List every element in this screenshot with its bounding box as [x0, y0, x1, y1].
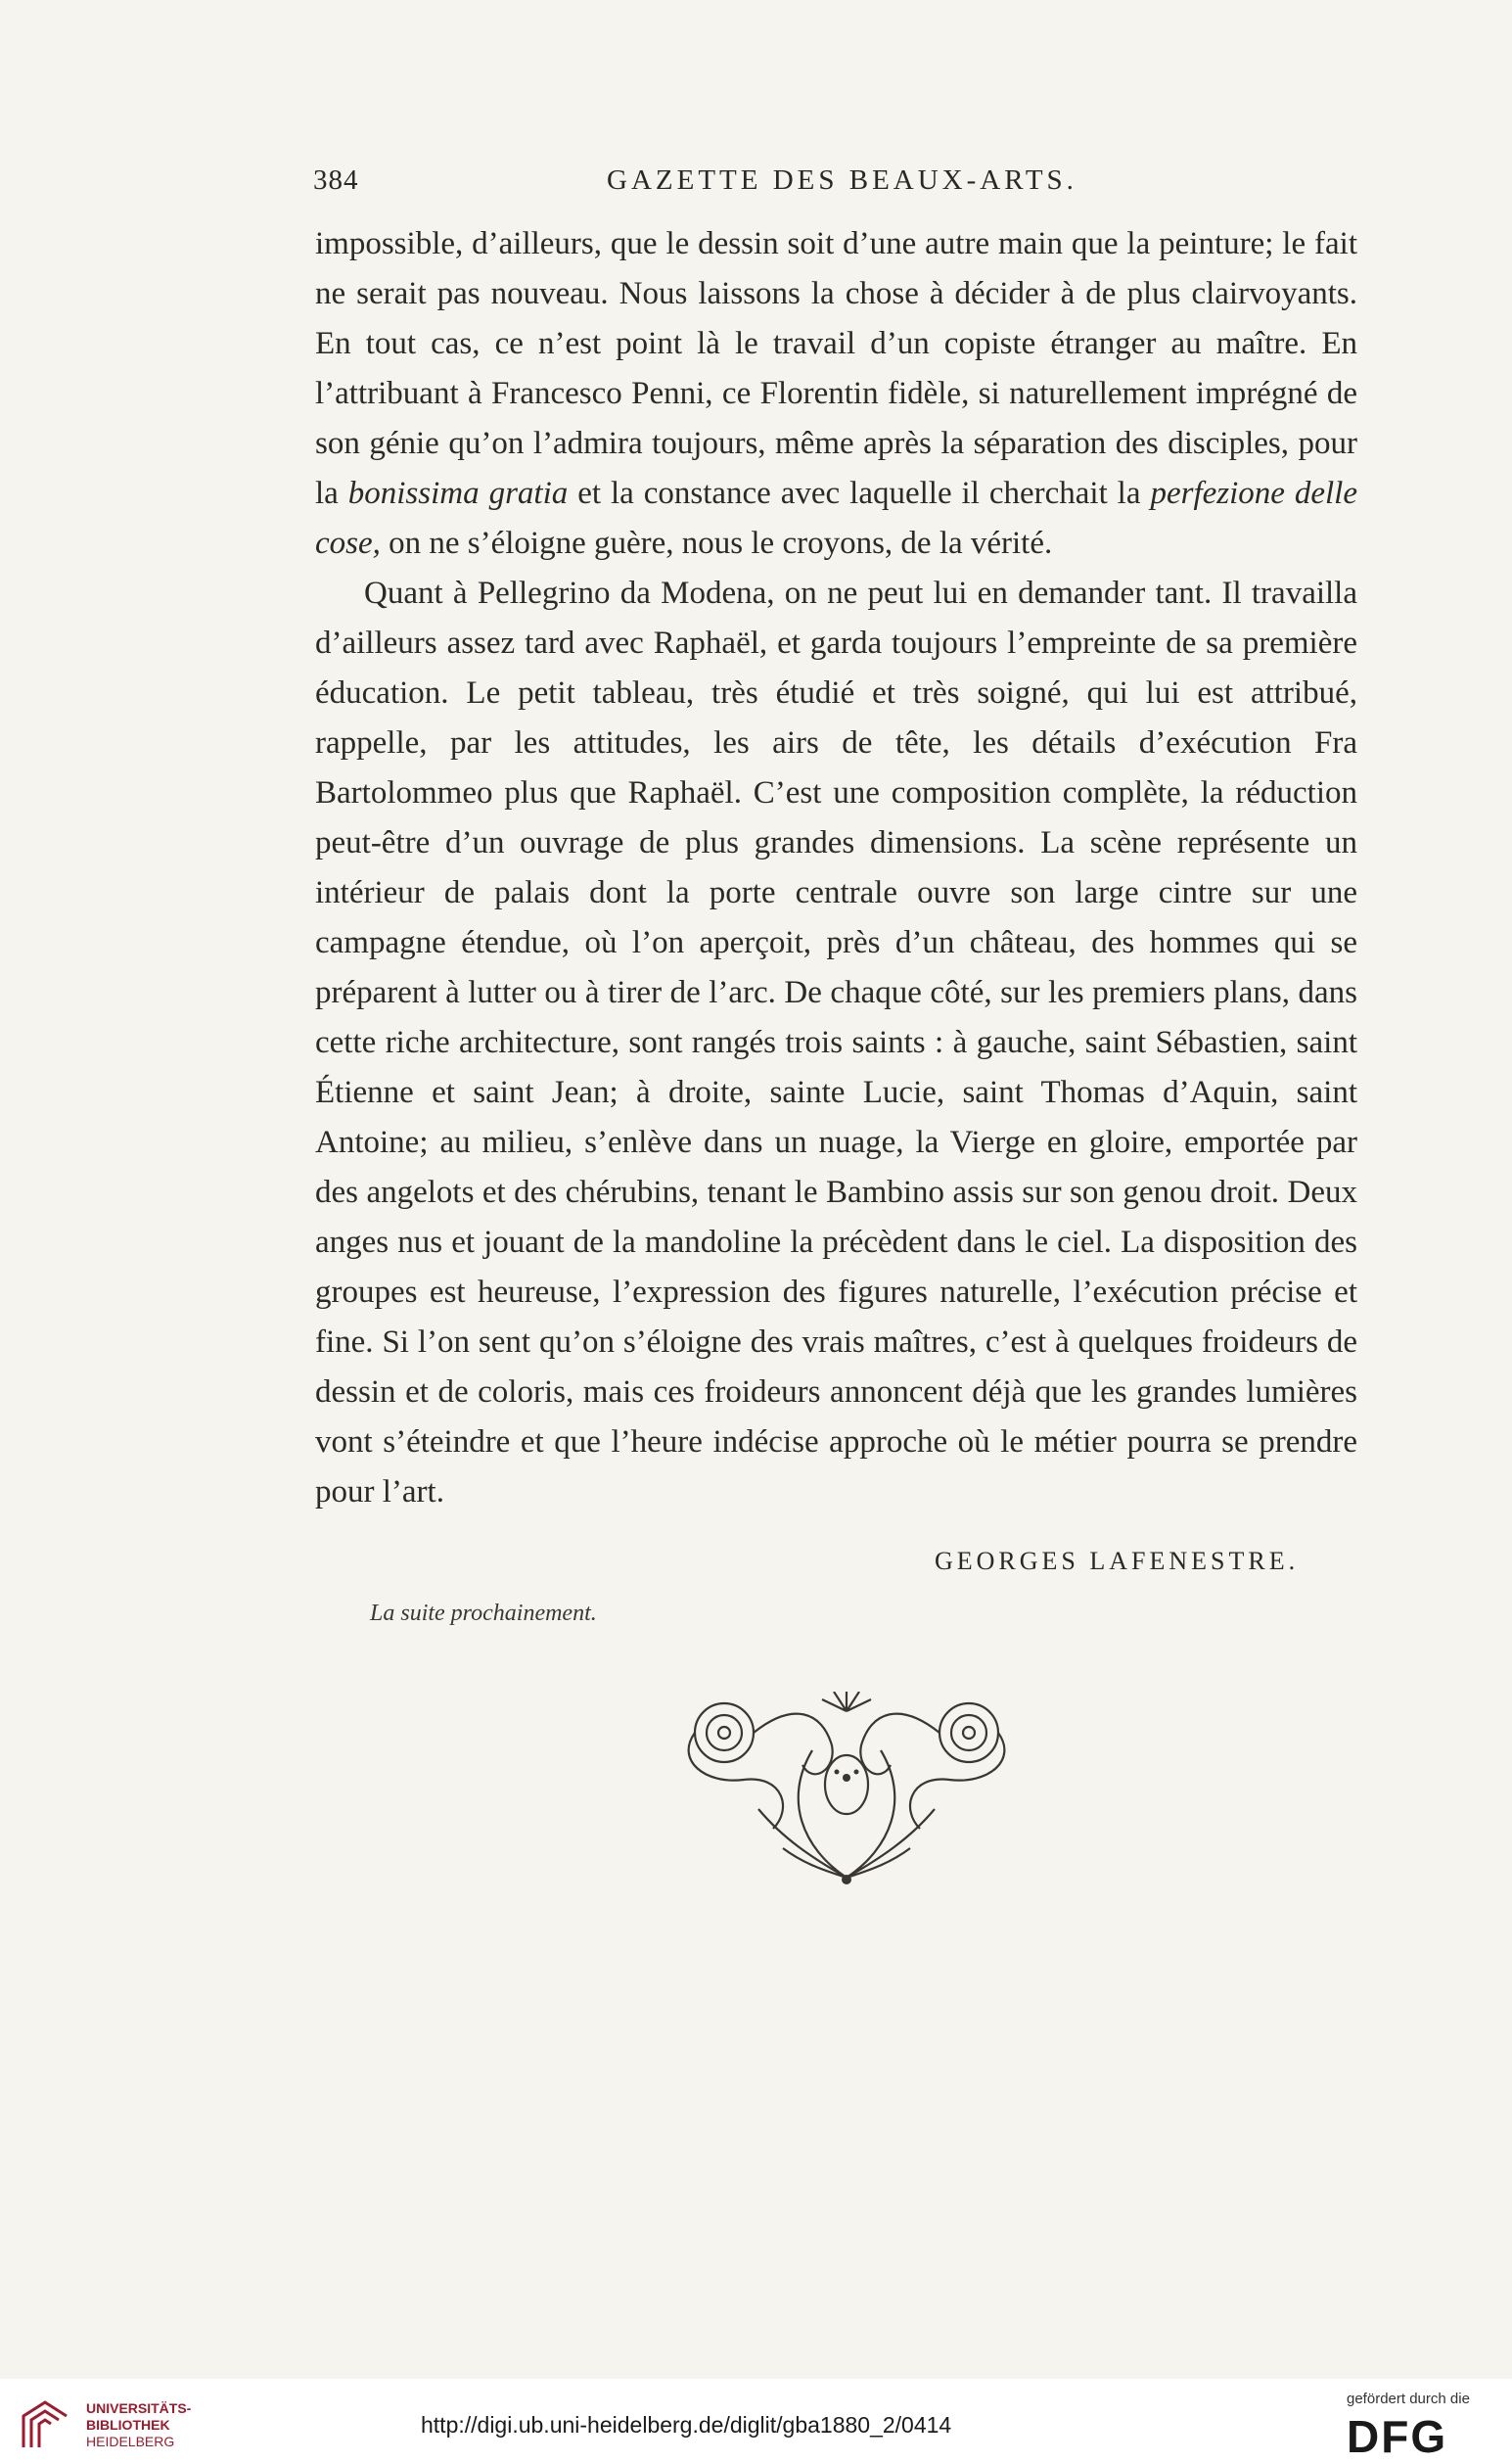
- institution-name: UNIVERSITÄTS- BIBLIOTHEK HEIDELBERG: [86, 2400, 192, 2449]
- funded-by-label: gefördert durch die: [1347, 2391, 1470, 2407]
- paragraph-1: impossible, d’ailleurs, que le dessin soit d’une autre main que la peinture; le fait ne serait pas nouveau. Nous laissons la chose à décider à de plus clairvoyants. En tout cas, ce n’est point là le travail d’un copiste étranger au maître. En l’attribuant à Francesco Penni, ce Florentin fidèle, si naturellement imprégné de son génie qu’on l’admira toujours, même après la séparation des disciples, pour la bonissima gratia et la constance avec laquelle il cherchait la perfezione delle cose, on ne s’éloigne guère, nous le croyons, de la vérité.: [315, 226, 1357, 561]
- paragraph-2: Quant à Pellegrino da Modena, on ne peut lui en demander tant. Il travailla d’ailleurs assez tard avec Raphaël, et garda toujours l’empreinte de sa première éducation. Le petit tableau, très étudié et très soigné, qui lui est attribué, rappelle, par les attitudes, les airs de tête, les détails d’exécution Fra Bartolommeo plus que Raphaël. C’est une composition complète, la réduction peut-être d’un ouvrage de plus grandes dimensions. La scène représente un intérieur de palais dont la porte centrale ouvre son large cintre sur une campagne étendue, où l’on aperçoit, près d’un château, des hommes qui se préparent à lutter ou à tirer de l’arc. De chaque côté, sur les premiers plans, dans cette riche architecture, sont rangés trois saints : à gauche, saint Sébastien, saint Étienne et saint Jean; à droite, sainte Lucie, saint Thomas d’Aquin, saint Antoine; au milieu, s’enlève dans un nuage, la Vierge en gloire, emportée par des angelots et des chérubins, tenant le Bambino assis sur son genou droit. Deux anges nus et jouant de la mandoline la précèdent dans le ciel. La disposition des groupes est heureuse, l’expression des figures naturelle, l’exécution précise et fine. Si l’on sent qu’on s’éloigne des vrais maîtres, c’est à quelques froideurs de dessin et de coloris, mais ces froideurs annoncent déjà que les grandes lumières vont s’éteindre et que l’heure indécise approche où le métier pourra se prendre pour l’art.: [315, 576, 1357, 1510]
- page-number: 384: [313, 164, 359, 196]
- italic-phrase-perfezione: perfezione delle cose,: [315, 476, 1357, 561]
- dfg-logo: DFG: [1347, 2411, 1448, 2462]
- continued-note: La suite prochainement.: [370, 1601, 597, 1626]
- italic-phrase-bonissima: bonissima gratia: [347, 476, 569, 511]
- author-signature: GEORGES LAFENESTRE.: [935, 1547, 1300, 1575]
- ornament-vignette: [665, 1692, 1028, 1887]
- body-text: [315, 219, 1357, 1517]
- running-head: GAZETTE DES BEAUX-ARTS.: [607, 164, 1077, 196]
- university-library-logo: [16, 2396, 74, 2455]
- permalink-url[interactable]: http://digi.ub.uni-heidelberg.de/diglit/gba1880_2/0414: [421, 2412, 952, 2438]
